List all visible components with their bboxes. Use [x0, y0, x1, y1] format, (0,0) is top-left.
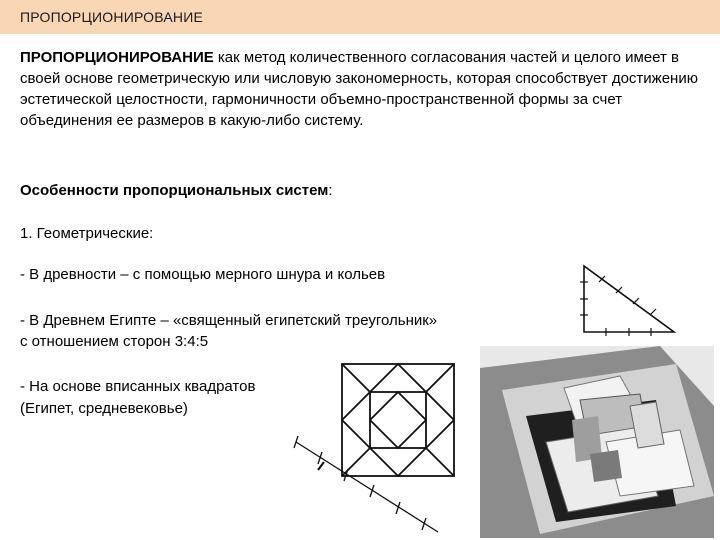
item-egypt-line1: - В Древнем Египте – «священный египетский треугольник»: [20, 312, 438, 329]
intro-text: как метод количественного согласования частей и целого имеет в своей основе геометрическую или числовую закономерность, которая способствует достижению эстетической целостности, гармоничности объемно-пространственной формы за счет объединения ее размеров в какую-либо систему.: [20, 49, 698, 129]
intro-lead: ПРОПОРЦИОНИРОВАНИЕ: [20, 49, 214, 66]
inscribed-squares-drawing: [286, 352, 470, 538]
spatial-composition-photo: [480, 346, 714, 538]
features-heading: Особенности пропорциональных систем: [20, 182, 329, 199]
item-squares-line2: (Египет, средневековье): [20, 400, 188, 417]
geometric-heading: 1. Геометрические: [20, 225, 150, 242]
slide-header: [0, 0, 720, 34]
features-heading-line: [20, 180, 333, 201]
item-squares-line1: - На основе вписанных квадратов: [20, 378, 256, 395]
geometric-heading-line: [20, 223, 153, 244]
egyptian-triangle-drawing: [570, 258, 680, 338]
features-heading-suffix: :: [328, 182, 333, 199]
intro-paragraph: [20, 47, 710, 131]
item-antiquity: - В древности – с помощью мерного шнура и кольев: [20, 266, 386, 283]
geometric-heading-suffix: :: [149, 225, 154, 242]
header-title: ПРОПОРЦИОНИРОВАНИЕ: [20, 9, 203, 25]
item-egypt-line2: с отношением сторон 3:4:5: [20, 333, 209, 350]
